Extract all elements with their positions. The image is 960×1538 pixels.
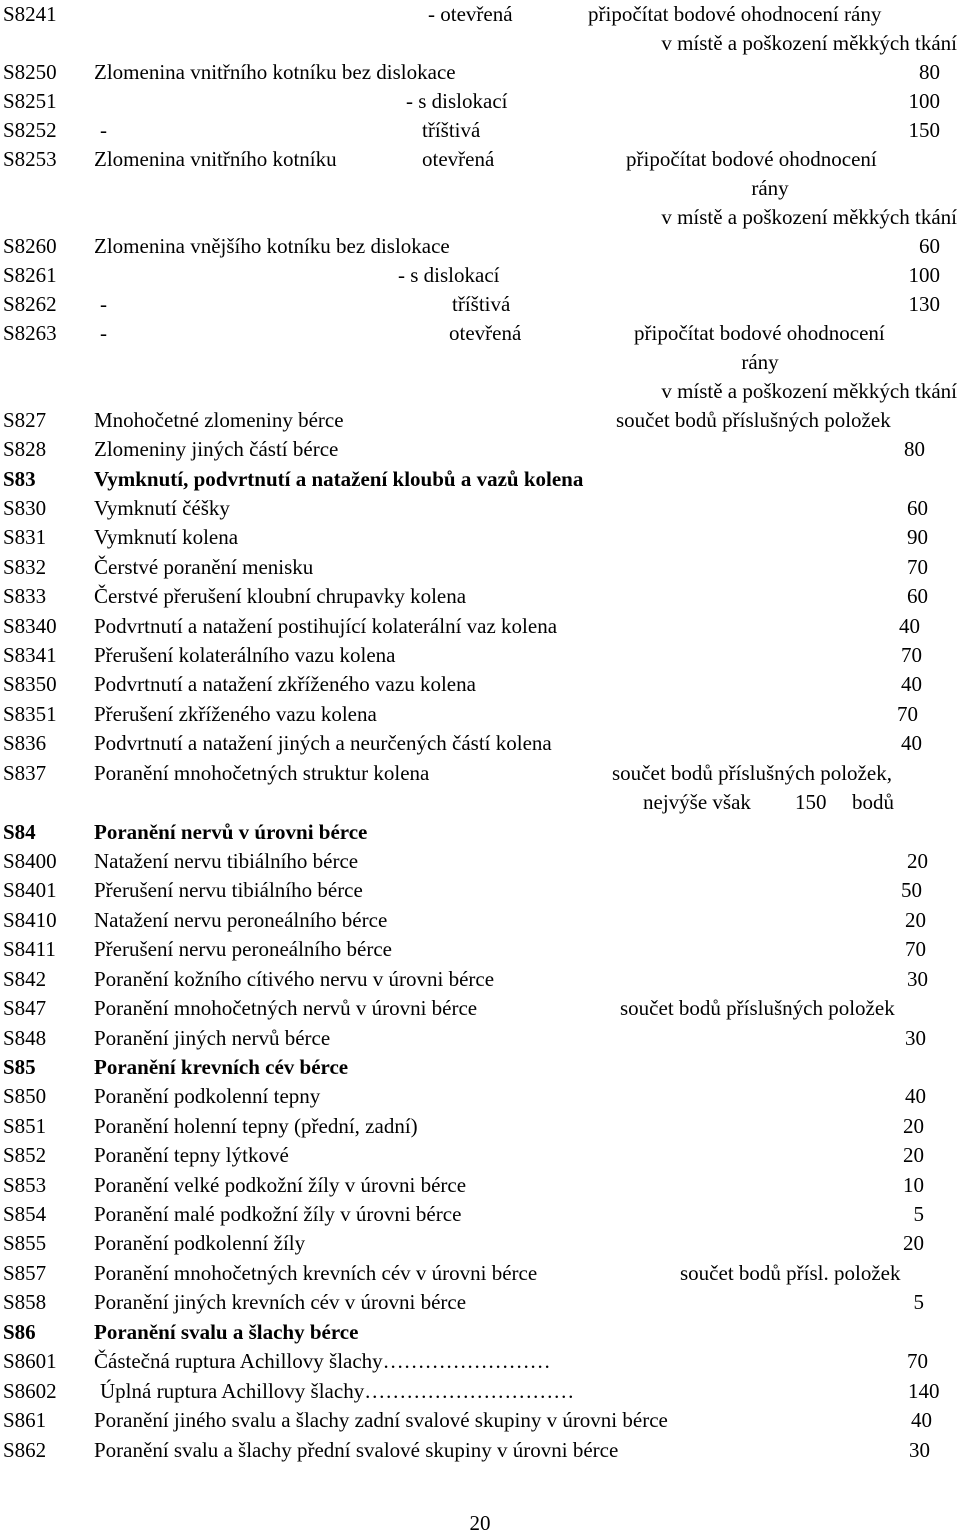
row-text: - s dislokací [406, 89, 508, 113]
row-code: S8341 [3, 643, 57, 667]
row-code: S833 [3, 584, 47, 608]
row-value: 70 [907, 1349, 928, 1373]
row-code: S828 [3, 437, 47, 461]
row-value: 90 [907, 525, 928, 549]
table-row [0, 319, 960, 348]
row-text: Přerušení kolaterálního vazu kolena [94, 643, 396, 667]
table-row [0, 553, 960, 582]
row-text: tříštivá [452, 292, 511, 316]
section-heading [0, 1318, 960, 1347]
row-code: S850 [3, 1084, 47, 1108]
table-row [0, 261, 960, 290]
table-row [0, 0, 960, 29]
row-code: S8401 [3, 878, 57, 902]
row-text: Poranění svalu a šlachy přední svalové skupiny v úrovni bérce [94, 1438, 619, 1462]
row-text: rány [741, 350, 779, 374]
row-code: S8262 [3, 292, 57, 316]
row-code: S842 [3, 967, 47, 991]
row-code: S8340 [3, 614, 57, 638]
row-text: - [100, 292, 107, 316]
row-code: S8252 [3, 118, 57, 142]
row-value: 80 [919, 60, 940, 84]
row-value: 5 [913, 1202, 924, 1226]
row-text: součet bodů příslušných položek, [612, 761, 892, 785]
row-text: Poranění nervů v úrovni bérce [94, 820, 368, 844]
row-code: S854 [3, 1202, 47, 1226]
row-text: Čerstvé poranění menisku [94, 555, 314, 579]
row-code: S827 [3, 408, 47, 432]
row-text: Podvrtnutí a natažení postihující kolaterální vaz kolena [94, 614, 558, 638]
row-code: S8400 [3, 849, 57, 873]
row-text: otevřená [449, 321, 522, 345]
row-text: Zlomenina vnějšího kotníku bez dislokace [94, 234, 450, 258]
row-value: 40 [901, 731, 922, 755]
row-code: S847 [3, 996, 47, 1020]
row-value: 100 [908, 263, 940, 287]
row-value: 20 [903, 1143, 924, 1167]
row-code: S8241 [3, 2, 57, 26]
table-row [0, 729, 960, 758]
row-text: Přerušení nervu peroneálního bérce [94, 937, 392, 961]
row-value: 40 [905, 1084, 926, 1108]
table-row [0, 1406, 960, 1435]
table-row [0, 29, 960, 58]
section-heading [0, 818, 960, 847]
table-row [0, 1141, 960, 1170]
row-code: S8251 [3, 89, 57, 113]
row-code: S853 [3, 1173, 47, 1197]
table-row [0, 612, 960, 641]
row-text: v místě a poškození měkkých tkání [661, 31, 957, 55]
row-value: 40 [901, 672, 922, 696]
row-text: Poranění mnohočetných krevních cév v úrovni bérce [94, 1261, 538, 1285]
row-value: 20 [903, 1231, 924, 1255]
table-row [0, 1200, 960, 1229]
table-row [0, 145, 960, 174]
table-row [0, 377, 960, 406]
row-text: Poranění podkolenní žíly [94, 1231, 306, 1255]
page-number: 20 [469, 1511, 491, 1535]
row-value: 30 [907, 967, 928, 991]
row-code: S848 [3, 1026, 47, 1050]
row-text: Přerušení zkříženého vazu kolena [94, 702, 377, 726]
table-row [0, 435, 960, 464]
row-value: 20 [907, 849, 928, 873]
row-text: Poranění podkolenní tepny [94, 1084, 321, 1108]
row-text: Poranění krevních cév bérce [94, 1055, 349, 1079]
row-text: - otevřená [428, 2, 513, 26]
table-row [0, 1082, 960, 1111]
row-text: připočítat bodové ohodnocení rány [588, 2, 882, 26]
table-row [0, 58, 960, 87]
row-text: Poranění mnohočetných nervů v úrovni bérce [94, 996, 478, 1020]
row-code: S8263 [3, 321, 57, 345]
row-code: S86 [3, 1320, 36, 1344]
row-text: Poranění tepny lýtkové [94, 1143, 289, 1167]
row-value: 60 [919, 234, 940, 258]
row-code: S832 [3, 555, 47, 579]
row-code: S862 [3, 1438, 47, 1462]
row-value: 150 [908, 118, 940, 142]
row-value: 40 [911, 1408, 932, 1432]
table-row [0, 1377, 960, 1406]
row-text: Zlomeniny jiných částí bérce [94, 437, 339, 461]
row-text: otevřená [422, 147, 495, 171]
row-text: Poranění kožního cítivého nervu v úrovni bérce [94, 967, 495, 991]
row-text: součet bodů příslušných položek [616, 408, 891, 432]
row-code: S852 [3, 1143, 47, 1167]
row-code: S851 [3, 1114, 47, 1138]
row-code: S8411 [3, 937, 56, 961]
table-row [0, 700, 960, 729]
table-row [0, 582, 960, 611]
table-row [0, 876, 960, 905]
row-code: S8602 [3, 1379, 57, 1403]
row-value: 60 [907, 584, 928, 608]
table-row [0, 935, 960, 964]
row-code: S8260 [3, 234, 57, 258]
table-row [0, 1171, 960, 1200]
table-row [0, 1112, 960, 1141]
table-row [0, 1347, 960, 1376]
row-text: v místě a poškození měkkých tkání [661, 205, 957, 229]
row-text: - [100, 321, 107, 345]
row-text: Poranění mnohočetných struktur kolena [94, 761, 430, 785]
row-text: připočítat bodové ohodnocení [626, 147, 877, 171]
row-text: Vymknutí kolena [94, 525, 239, 549]
row-text: Vymknutí čéšky [94, 496, 230, 520]
row-text: Poranění malé podkožní žíly v úrovni bérce [94, 1202, 462, 1226]
row-value: 70 [897, 702, 918, 726]
row-code: S858 [3, 1290, 47, 1314]
row-value: 60 [907, 496, 928, 520]
table-row [0, 1259, 960, 1288]
table-row [0, 116, 960, 145]
row-code: S836 [3, 731, 47, 755]
row-text: Podvrtnutí a natažení zkříženého vazu kolena [94, 672, 476, 696]
table-row [0, 1288, 960, 1317]
row-value: 70 [901, 643, 922, 667]
table-row [0, 759, 960, 788]
row-text: Poranění jiného svalu a šlachy zadní svalové skupiny v úrovni bérce [94, 1408, 668, 1432]
row-code: S8351 [3, 702, 57, 726]
table-row [0, 906, 960, 935]
row-text: Poranění svalu a šlachy bérce [94, 1320, 359, 1344]
row-value: 10 [903, 1173, 924, 1197]
row-text: tříštivá [422, 118, 481, 142]
row-code: S8410 [3, 908, 57, 932]
row-text: součet bodů přísl. položek [680, 1261, 901, 1285]
row-code: S85 [3, 1055, 36, 1079]
table-row [0, 788, 960, 817]
row-text: připočítat bodové ohodnocení [634, 321, 885, 345]
row-code: S8601 [3, 1349, 57, 1373]
table-row [0, 1229, 960, 1258]
row-value: 5 [913, 1290, 924, 1314]
row-value: 140 [908, 1379, 940, 1403]
row-text: součet bodů příslušných položek [620, 996, 895, 1020]
row-code: S831 [3, 525, 47, 549]
row-code: S830 [3, 496, 47, 520]
row-code: S861 [3, 1408, 47, 1432]
table-row [0, 1024, 960, 1053]
row-text: bodů [852, 790, 894, 814]
row-text: Podvrtnutí a natažení jiných a neurčených částí kolena [94, 731, 552, 755]
table-row [0, 290, 960, 319]
row-code: S855 [3, 1231, 47, 1255]
section-heading [0, 1053, 960, 1082]
table-row [0, 348, 960, 377]
row-text: Úplná ruptura Achillovy šlachy………………………… [100, 1379, 575, 1403]
table-row [0, 523, 960, 552]
row-value: 50 [901, 878, 922, 902]
row-text: - [100, 118, 107, 142]
row-value: 70 [905, 937, 926, 961]
row-text: Zlomenina vnitřního kotníku [94, 147, 337, 171]
row-code: S8350 [3, 672, 57, 696]
table-row [0, 994, 960, 1023]
row-value: 100 [908, 89, 940, 113]
table-row [0, 1436, 960, 1465]
row-text: nejvýše však [643, 790, 751, 814]
row-text: Poranění jiných krevních cév v úrovni bérce [94, 1290, 467, 1314]
row-text: v místě a poškození měkkých tkání [661, 379, 957, 403]
row-text: rány [751, 176, 789, 200]
row-text: Částečná ruptura Achillovy šlachy…………………… [94, 1349, 551, 1373]
row-value: 20 [905, 908, 926, 932]
table-row [0, 87, 960, 116]
table-row [0, 670, 960, 699]
row-value: 20 [903, 1114, 924, 1138]
row-code: S857 [3, 1261, 47, 1285]
row-text: Přerušení nervu tibiálního bérce [94, 878, 363, 902]
row-code: S8253 [3, 147, 57, 171]
row-value: 30 [909, 1438, 930, 1462]
row-text: Mnohočetné zlomeniny bérce [94, 408, 344, 432]
row-text: - s dislokací [398, 263, 500, 287]
row-text: Poranění holenní tepny (přední, zadní) [94, 1114, 418, 1138]
row-value: 70 [907, 555, 928, 579]
row-value: 30 [905, 1026, 926, 1050]
row-text: Natažení nervu peroneálního bérce [94, 908, 388, 932]
row-code: S84 [3, 820, 36, 844]
row-text: Poranění jiných nervů bérce [94, 1026, 331, 1050]
table-row [0, 174, 960, 203]
row-value: 130 [908, 292, 940, 316]
row-value: 80 [904, 437, 925, 461]
table-row [0, 847, 960, 876]
table-row [0, 494, 960, 523]
row-code: S83 [3, 467, 36, 491]
row-value: 150 [795, 790, 827, 814]
table-row [0, 965, 960, 994]
row-text: Poranění velké podkožní žíly v úrovni bérce [94, 1173, 467, 1197]
row-code: S8250 [3, 60, 57, 84]
table-row [0, 406, 960, 435]
table-row [0, 641, 960, 670]
row-text: Vymknutí, podvrtnutí a natažení kloubů a vazů kolena [94, 467, 584, 491]
row-text: Čerstvé přerušení kloubní chrupavky kolena [94, 584, 467, 608]
row-code: S8261 [3, 263, 57, 287]
table-row [0, 203, 960, 232]
table-row [0, 232, 960, 261]
row-text: Natažení nervu tibiálního bérce [94, 849, 359, 873]
section-heading [0, 465, 960, 494]
row-value: 40 [899, 614, 920, 638]
row-text: Zlomenina vnitřního kotníku bez dislokace [94, 60, 456, 84]
row-code: S837 [3, 761, 47, 785]
